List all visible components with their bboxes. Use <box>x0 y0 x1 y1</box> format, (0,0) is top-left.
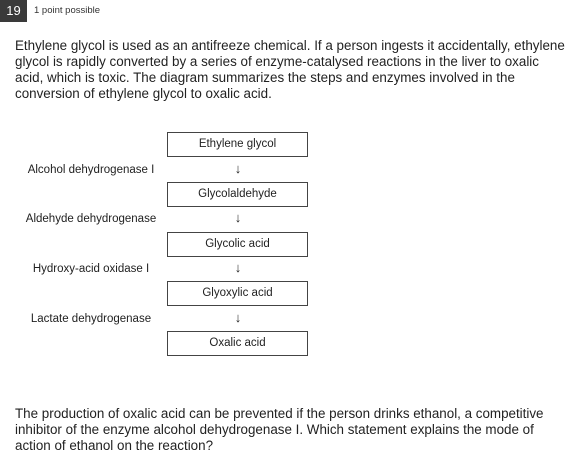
compound-box-glycolaldehyde: Glycolaldehyde <box>167 182 308 207</box>
question-prompt-text: The production of oxalic acid can be prevented if the person drinks ethanol, a competitive inhibitor of the enzyme alcohol dehydrogenase I. Which statement explains the mode of action of ethanol on the reaction? <box>15 406 544 453</box>
enzyme-label-hydroxy-acid-oxidase: Hydroxy-acid oxidase I <box>32 263 150 275</box>
down-arrow-icon: ↓ <box>234 310 242 325</box>
enzyme-label-alcohol-dehydrogenase: Alcohol dehydrogenase I <box>27 164 155 176</box>
conversion-pathway-diagram <box>0 130 581 360</box>
enzyme-label-aldehyde-dehydrogenase: Aldehyde dehydrogenase <box>25 213 157 225</box>
question-intro-text: Ethylene glycol is used as an antifreeze chemical. If a person ingests it accidentally, ethylene glycol is rapidly converted by a series of enzyme-catalysed reactions in the liver to oxalic acid, which is toxic. The diagram summarizes the steps and enzymes involved in the conversion of ethylene glycol to oxalic acid. <box>15 38 565 101</box>
compound-box-glycolic-acid: Glycolic acid <box>167 232 308 257</box>
down-arrow-icon: ↓ <box>234 161 242 176</box>
down-arrow-icon: ↓ <box>234 210 242 225</box>
enzyme-label-lactate-dehydrogenase: Lactate dehydrogenase <box>30 313 152 325</box>
question-number-badge: 19 <box>0 0 27 22</box>
points-possible-label: 1 point possible <box>34 5 101 16</box>
compound-box-ethylene-glycol: Ethylene glycol <box>167 132 308 157</box>
compound-box-glyoxylic-acid: Glyoxylic acid <box>167 281 308 306</box>
compound-box-oxalic-acid: Oxalic acid <box>167 331 308 356</box>
down-arrow-icon: ↓ <box>234 260 242 275</box>
question-header <box>0 0 581 22</box>
